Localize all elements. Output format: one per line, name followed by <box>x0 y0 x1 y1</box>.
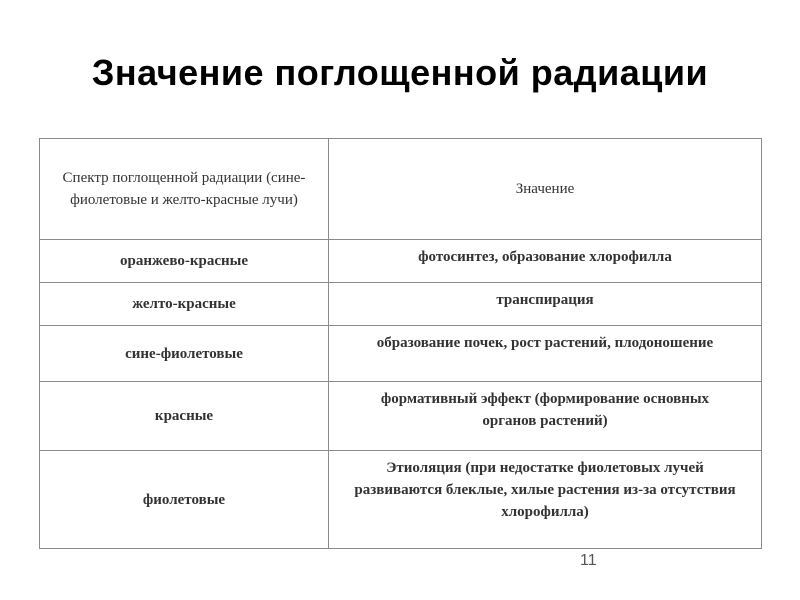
table-row <box>40 451 762 549</box>
header-spectrum: Спектр поглощенной радиации (сине-фиолетовые и желто-красные лучи) <box>40 139 329 240</box>
meaning-cell: фотосинтез, образование хлорофилла <box>329 240 762 283</box>
table-row <box>40 283 762 326</box>
header-meaning: Значение <box>329 139 762 240</box>
table-row <box>40 240 762 283</box>
slide-title: Значение поглощенной радиации <box>91 52 709 93</box>
table-header-row <box>40 139 762 240</box>
spectrum-cell: желто-красные <box>40 283 329 326</box>
page-number: 11 <box>580 552 597 569</box>
meaning-cell: формативный эффект (формирование основных органов растений) <box>329 382 762 451</box>
table-row <box>40 326 762 382</box>
spectrum-cell: сине-фиолетовые <box>40 326 329 382</box>
meaning-cell: образование почек, рост растений, плодоношение <box>329 326 762 382</box>
table-row <box>40 382 762 451</box>
spectrum-cell: оранжево-красные <box>40 240 329 283</box>
meaning-cell: транспирация <box>329 283 762 326</box>
radiation-table <box>39 138 762 549</box>
meaning-cell: Этиоляция (при недостатке фиолетовых лучей развиваются блеклые, хилые растения из-за отсутствия хлорофилла) <box>329 451 762 549</box>
spectrum-cell: фиолетовые <box>40 451 329 549</box>
spectrum-cell: красные <box>40 382 329 451</box>
